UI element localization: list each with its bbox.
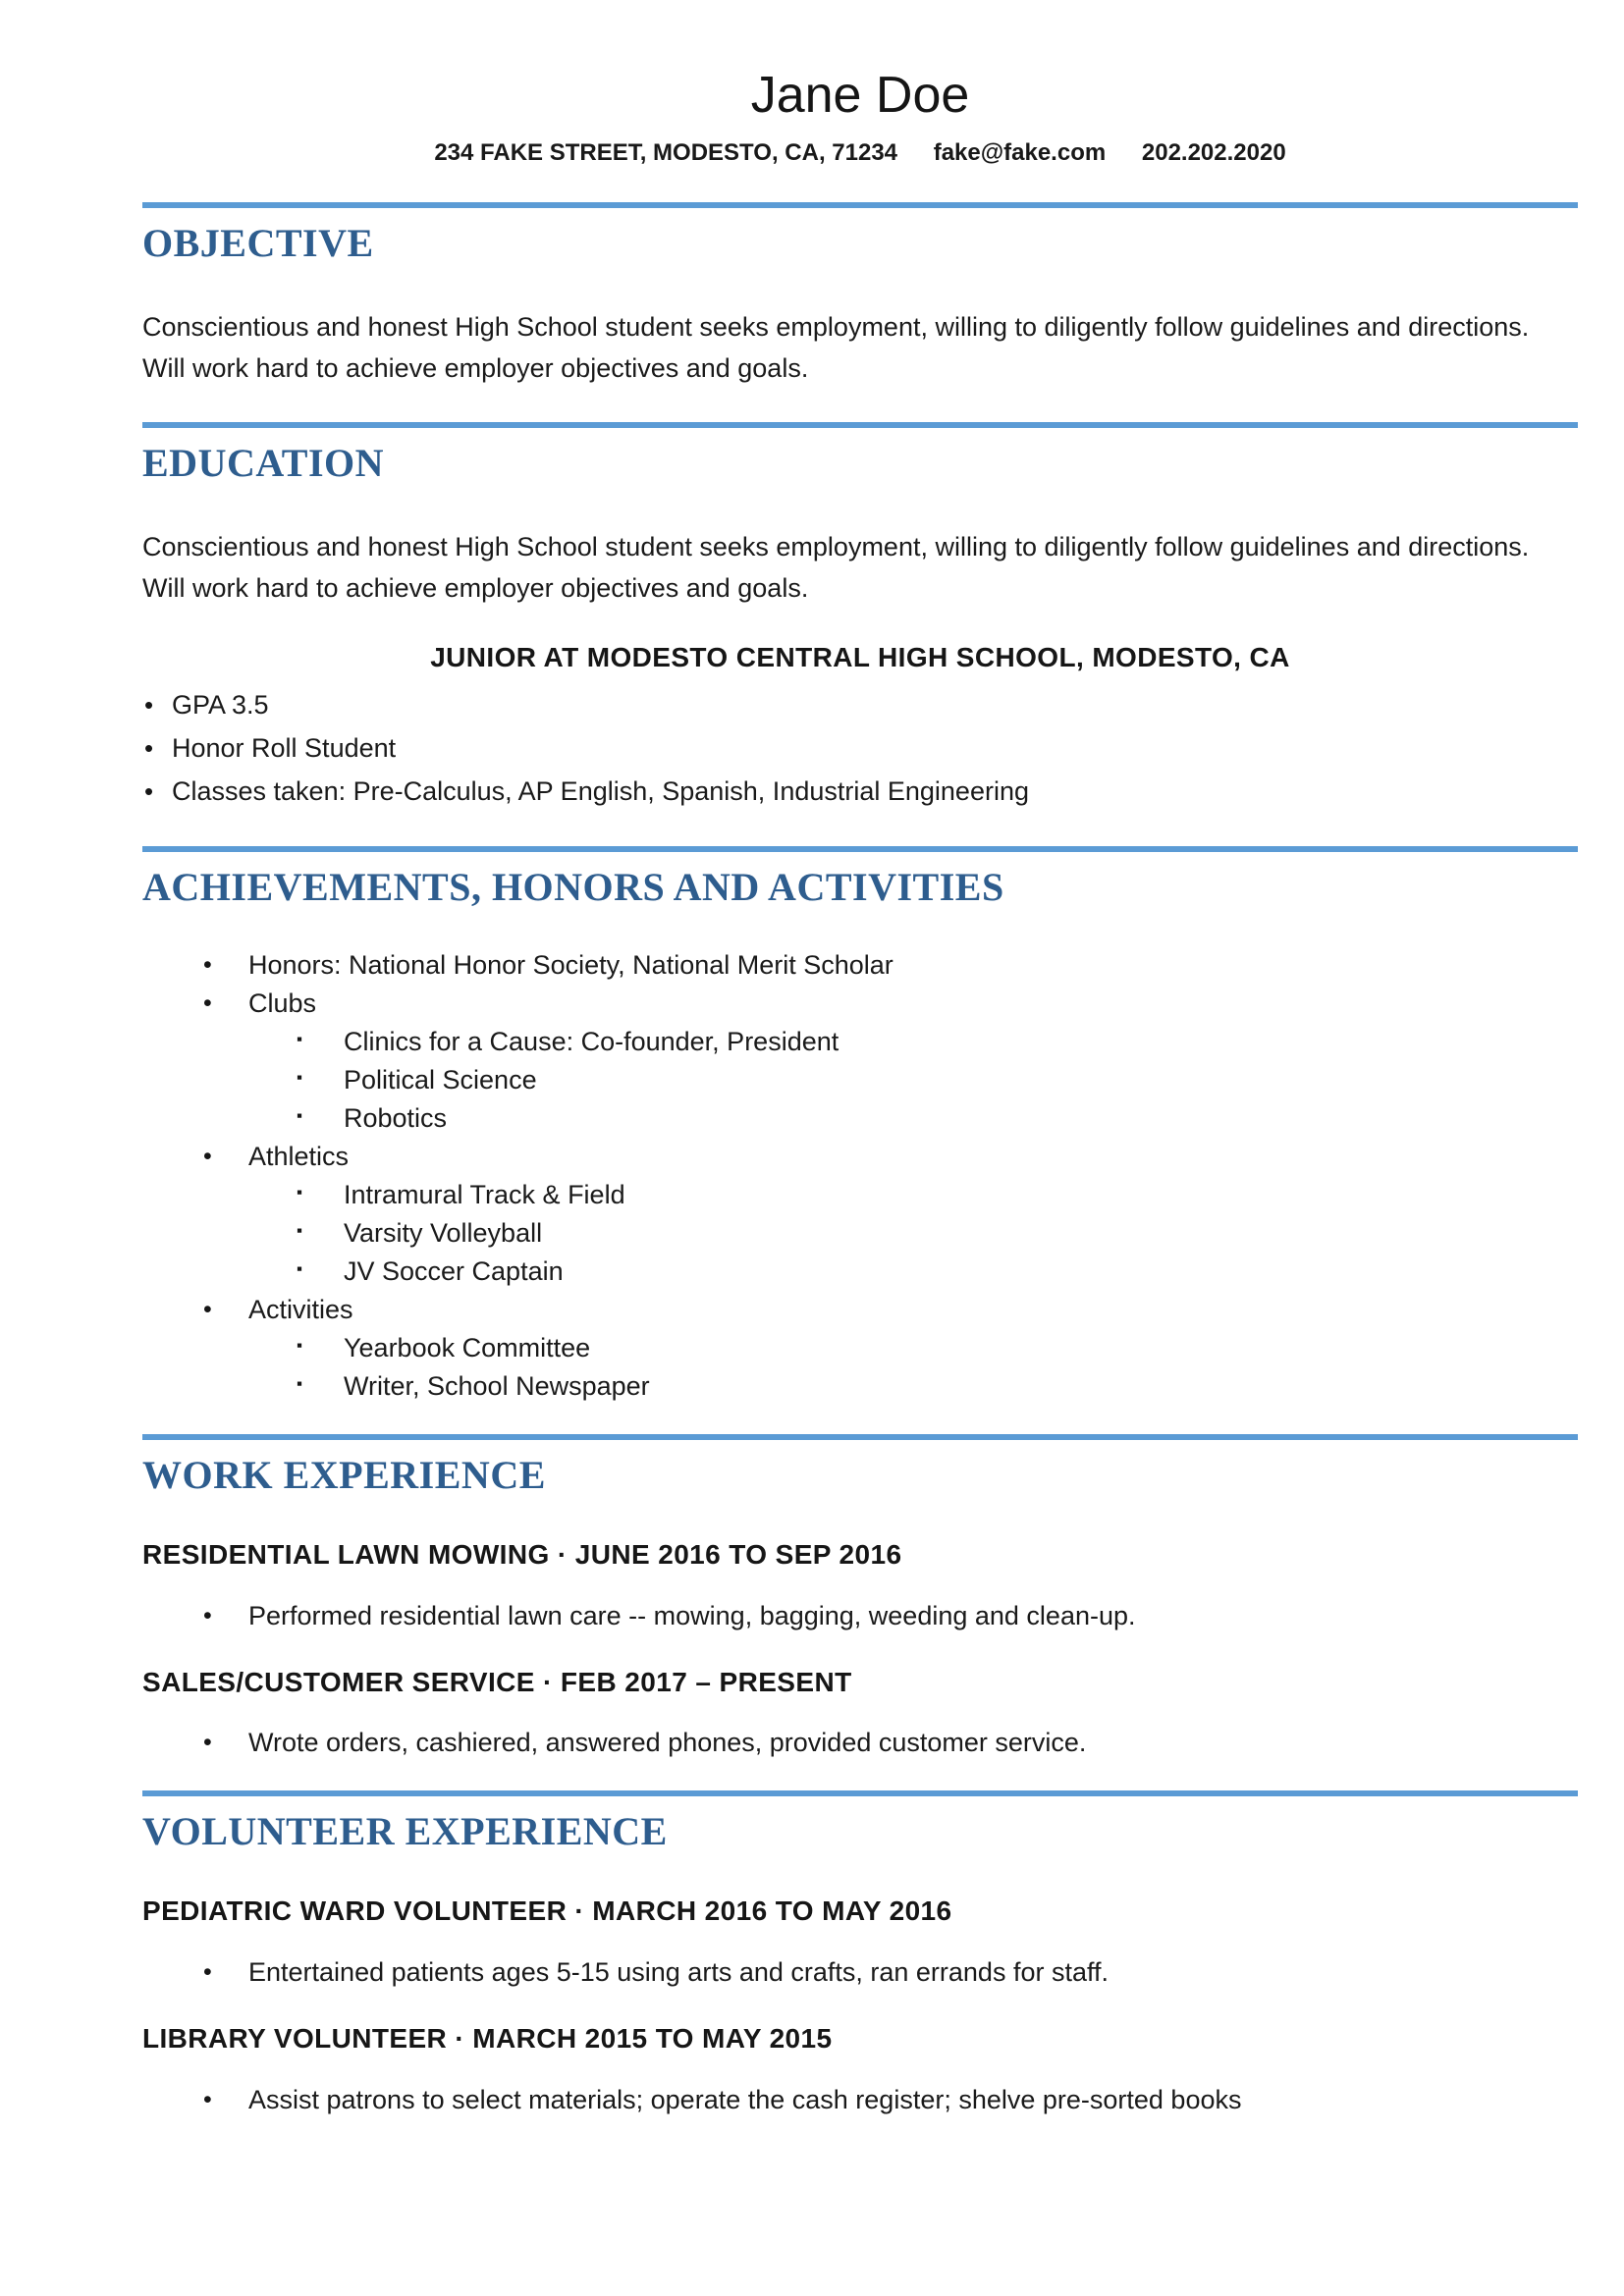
- job-heading: PEDIATRIC WARD VOLUNTEER · MARCH 2016 TO MAY 2016: [142, 1896, 952, 1927]
- bullet-icon: •: [203, 989, 212, 1018]
- square-bullet-icon: ▪: [297, 1221, 303, 1241]
- achievement-label: Athletics: [248, 1142, 350, 1172]
- sub-item-text: Political Science: [344, 1065, 537, 1095]
- section-objective: [142, 202, 1578, 389]
- objective-body: Conscientious and honest High School student seeks employment, willing to diligently follow guidelines and directions. Will work hard to achieve employer objectives and goals.: [142, 312, 1530, 384]
- list-item: [248, 1180, 1578, 1209]
- job-heading: SALES/CUSTOMER SERVICE · FEB 2017 – PRESENT: [142, 1666, 852, 1697]
- list-item: [142, 1957, 1578, 1987]
- education-body: Conscientious and honest High School student seeks employment, willing to diligently follow guidelines and directions. Will work hard to achieve employer objectives and goals.: [142, 532, 1530, 604]
- sub-item-text: Clinics for a Cause: Co-founder, President: [344, 1027, 839, 1057]
- list-item: [142, 1142, 1578, 1286]
- square-bullet-icon: ▪: [297, 1030, 303, 1049]
- contact-line: [142, 139, 1578, 167]
- education-school-line: JUNIOR AT MODESTO CENTRAL HIGH SCHOOL, MODESTO, CA: [430, 642, 1290, 673]
- job-heading: RESIDENTIAL LAWN MOWING · JUNE 2016 TO SEP 2016: [142, 1539, 902, 1571]
- list-item: [142, 2085, 1578, 2114]
- section-education: [142, 422, 1578, 813]
- bullet-icon: •: [203, 1601, 212, 1629]
- job-heading: LIBRARY VOLUNTEER · MARCH 2015 TO MAY 2015: [142, 2023, 833, 2055]
- job-bullet-text: Entertained patients ages 5-15 using arts and crafts, ran errands for staff.: [248, 1957, 1109, 1988]
- sub-item-text: JV Soccer Captain: [344, 1256, 564, 1287]
- square-bullet-icon: ▪: [297, 1106, 303, 1126]
- list-item: [142, 1728, 1578, 1757]
- list-item: [142, 770, 1578, 813]
- job-bullet-list: [142, 2085, 1578, 2114]
- list-item: [142, 726, 1578, 770]
- square-bullet-icon: ▪: [297, 1068, 303, 1088]
- section-volunteer-experience: [142, 1790, 1578, 2113]
- square-bullet-icon: ▪: [297, 1259, 303, 1279]
- bullet-icon: •: [144, 690, 154, 721]
- bullet-icon: •: [203, 2085, 212, 2113]
- sub-item-text: Intramural Track & Field: [344, 1180, 625, 1210]
- contact-address: 234 FAKE STREET, MODESTO, CA, 71234: [434, 139, 898, 167]
- section-achievements: [142, 846, 1578, 1401]
- list-item: [248, 1218, 1578, 1248]
- job-bullet-text: Assist patrons to select materials; operate the cash register; shelve pre-sorted books: [248, 2084, 1242, 2114]
- list-item: [248, 1103, 1578, 1133]
- achievement-label: Honors: National Honor Society, National Merit Scholar: [248, 950, 893, 981]
- bullet-icon: •: [144, 733, 154, 764]
- bullet-icon: •: [203, 1296, 212, 1324]
- education-bullet-text: Honor Roll Student: [172, 733, 397, 764]
- contact-email: fake@fake.com: [933, 139, 1107, 167]
- list-item: [248, 1256, 1578, 1286]
- activities-sub-list: [248, 1333, 1578, 1401]
- list-item: [248, 1065, 1578, 1095]
- section-work-experience: [142, 1434, 1578, 1757]
- bullet-icon: •: [203, 1958, 212, 1987]
- list-item: [248, 1333, 1578, 1362]
- clubs-sub-list: [248, 1027, 1578, 1133]
- education-title: EDUCATION: [142, 441, 385, 486]
- list-item: [142, 683, 1578, 726]
- athletics-sub-list: [248, 1180, 1578, 1286]
- bullet-icon: •: [203, 1729, 212, 1757]
- job-bullet-text: Performed residential lawn care -- mowing, bagging, weeding and clean-up.: [248, 1600, 1136, 1630]
- sub-item-text: Yearbook Committee: [344, 1333, 591, 1363]
- list-item: [142, 988, 1578, 1133]
- square-bullet-icon: ▪: [297, 1336, 303, 1356]
- job-bullet-list: [142, 1728, 1578, 1757]
- resume-name: Jane Doe: [750, 67, 970, 124]
- list-item: [142, 950, 1578, 980]
- volunteer-title: VOLUNTEER EXPERIENCE: [142, 1809, 668, 1854]
- job-bullet-text: Wrote orders, cashiered, answered phones, provided customer service.: [248, 1728, 1087, 1758]
- education-bullet-text: Classes taken: Pre-Calculus, AP English, Spanish, Industrial Engineering: [172, 776, 1029, 807]
- job-bullet-list: [142, 1957, 1578, 1987]
- objective-title: OBJECTIVE: [142, 221, 374, 266]
- achievements-title: ACHIEVEMENTS, HONORS AND ACTIVITIES: [142, 865, 1004, 910]
- sub-item-text: Varsity Volleyball: [344, 1218, 543, 1249]
- list-item: [248, 1027, 1578, 1056]
- list-item: [142, 1601, 1578, 1630]
- bullet-icon: •: [203, 1143, 212, 1171]
- job-bullet-list: [142, 1601, 1578, 1630]
- achievement-label: Activities: [248, 1295, 353, 1325]
- contact-phone: 202.202.2020: [1141, 139, 1286, 167]
- square-bullet-icon: ▪: [297, 1374, 303, 1394]
- achievement-label: Clubs: [248, 988, 317, 1019]
- education-bullet-text: GPA 3.5: [172, 690, 269, 721]
- square-bullet-icon: ▪: [297, 1183, 303, 1202]
- bullet-icon: •: [144, 776, 154, 807]
- bullet-icon: •: [203, 951, 212, 980]
- sub-item-text: Writer, School Newspaper: [344, 1371, 650, 1402]
- work-title: WORK EXPERIENCE: [142, 1453, 546, 1498]
- sub-item-text: Robotics: [344, 1103, 448, 1134]
- achievements-list: [142, 950, 1578, 1401]
- education-bullet-list: [142, 683, 1578, 813]
- list-item: [248, 1371, 1578, 1401]
- list-item: [142, 1295, 1578, 1401]
